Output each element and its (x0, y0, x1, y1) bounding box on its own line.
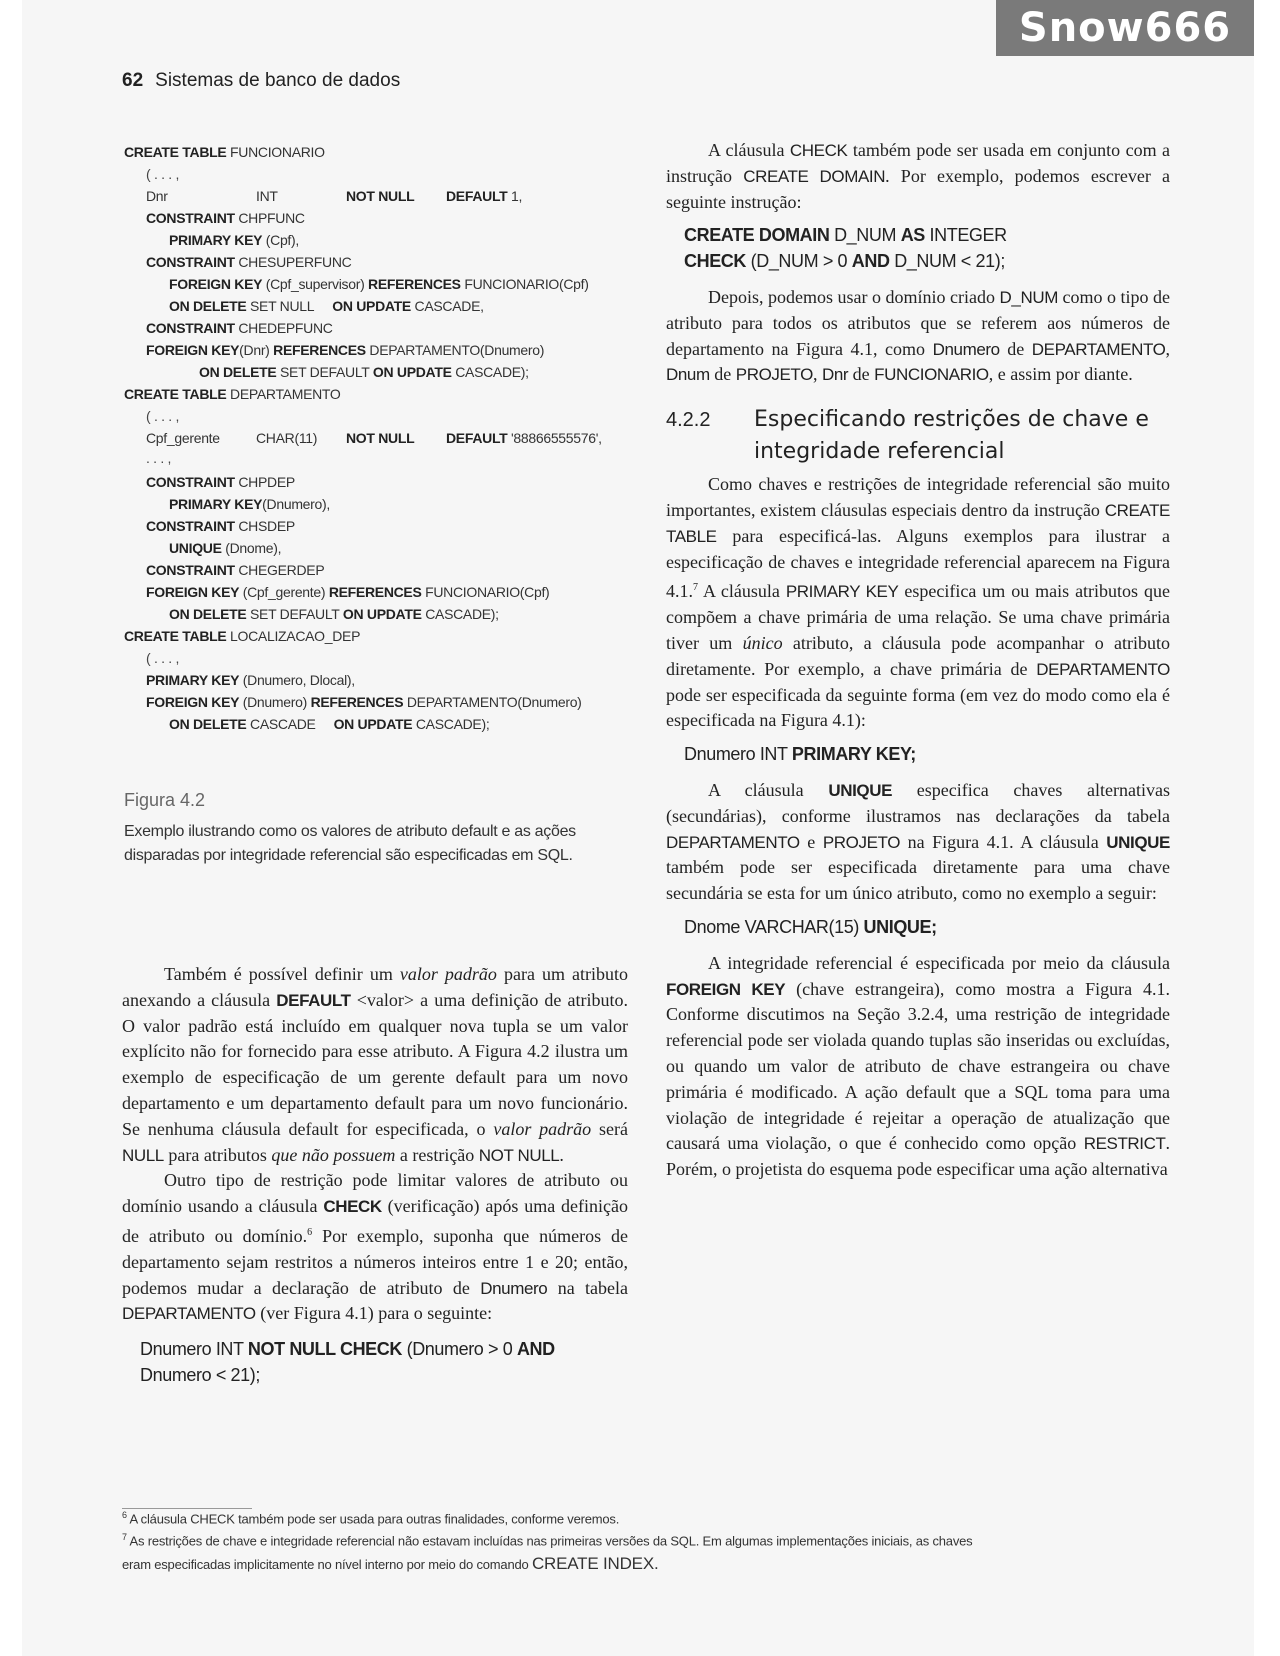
code-line: FOREIGN KEY (Cpf_gerente) REFERENCES FUNCIONARIO(Cpf) (146, 584, 550, 600)
paragraph: Outro tipo de restrição pode limitar valores de atributo ou domínio usando a cláusula CHECK (verificação) após uma definição de atributo ou domínio.$^6$ Por exemplo, suponha que números de departamento sejam restritos a números inteiros entre 1 e 20; então, podemos mudar a declaração de atributo de Dnumero na tabela DEPARTAMENTO (ver Figura 4.1) para o seguinte: (122, 1170, 629, 1324)
code-line: CONSTRAINT CHPFUNC (146, 210, 305, 226)
code-example: Dnumero INT PRIMARY KEY; (684, 744, 916, 765)
code-line: ON DELETE SET NULL ON UPDATE CASCADE, (169, 298, 484, 314)
footnote-6: $^6$ A cláusula CHECK também pode ser usada para outras finalidades, conforme veremos. (122, 1510, 620, 1527)
paragraph: Como chaves e restrições de integridade referencial são muito importantes, existem cláusulas especiais dentro da instrução CREATE TABLE para especificá-las. Alguns exemplos para ilustrar a especificação de chaves e integridade referencial aparecem na Figura 4.1.$^7$ A cláusula PRIMARY KEY especifica um ou mais atributos que compõem a chave primária de uma relação. Se uma chave primária tiver um único atributo, a cláusula pode acompanhar o atributo diretamente. Por exemplo, a chave primária de DEPARTAMENTO pode ser especificada da seguinte forma (em vez do modo como ela é especificada na Figura 4.1): (666, 474, 1171, 731)
code-line: ON DELETE CASCADE ON UPDATE CASCADE); (169, 716, 490, 732)
code-example: Dnome VARCHAR(15) UNIQUE; (684, 916, 937, 937)
code-example: Dnumero < 21); (140, 1364, 260, 1385)
section-title: Especificando restrições de chave e integridade referencial (754, 407, 1149, 465)
code-line: CREATE TABLE DEPARTAMENTO (124, 386, 341, 402)
code-line: ( . . . , (146, 408, 180, 424)
code-line: Dnr INT NOT NULL DEFAULT 1, (146, 188, 523, 204)
code-line: CREATE TABLE FUNCIONARIO (124, 144, 325, 160)
code-line: FOREIGN KEY (Cpf_supervisor) REFERENCES FUNCIONARIO(Cpf) (169, 276, 589, 292)
running-header (122, 70, 400, 92)
code-line: FOREIGN KEY(Dnr) REFERENCES DEPARTAMENTO(Dnumero) (146, 342, 545, 358)
code-line: . . . , (146, 450, 172, 466)
paragraph: A cláusula CHECK também pode ser usada em conjunto com a instrução CREATE DOMAIN. Por exemplo, podemos escrever a seguinte instrução: (666, 140, 1171, 212)
code-line: ( . . . , (146, 650, 180, 666)
code-line: ( . . . , (146, 166, 180, 182)
book-title: Sistemas de banco de dados (155, 70, 401, 91)
code-line: CONSTRAINT CHSDEP (146, 518, 295, 534)
left-column (122, 962, 628, 1389)
watermark-logo: Snow666 (996, 0, 1254, 56)
code-line: PRIMARY KEY (Dnumero, Dlocal), (146, 672, 355, 688)
paragraph: Depois, podemos usar o domínio criado D_NUM como o tipo de atributo para todos os atributos que se referem aos números de departamento na Figura 4.1, como Dnumero de DEPARTAMENTO, Dnum de PROJETO, Dnr de FUNCIONARIO, e assim por diante. (666, 286, 1171, 385)
page-number: 62 (122, 70, 144, 91)
section-number: 4.2.2 (666, 409, 711, 432)
code-line: PRIMARY KEY(Dnumero), (169, 496, 330, 512)
code-line: UNIQUE (Dnome), (169, 540, 282, 556)
code-example: Dnumero INT NOT NULL CHECK (Dnumero > 0 AND (140, 1339, 555, 1360)
code-line: FOREIGN KEY (Dnumero) REFERENCES DEPARTAMENTO(Dnumero) (146, 694, 582, 710)
code-line: CONSTRAINT CHEGERDEP (146, 562, 325, 578)
code-line: CONSTRAINT CHESUPERFUNC (146, 254, 352, 270)
paragraph: Também é possível definir um valor padrão para um atributo anexando a cláusula DEFAULT <valor> a uma definição de atributo. O valor padrão está incluído em qualquer nova tupla se um valor explícito não for fornecido para esse atributo. A Figura 4.2 ilustra um exemplo de especificação de um gerente default para um novo departamento e um departamento default para um novo funcionário. Se nenhuma cláusula default for especificada, o valor padrão será NULL para atributos que não possuem a restrição NOT NULL. (122, 964, 629, 1165)
code-line: CREATE TABLE LOCALIZACAO_DEP (124, 628, 361, 644)
code-line: CONSTRAINT CHEDEPFUNC (146, 320, 333, 336)
paragraph: A integridade referencial é especificada por meio da cláusula FOREIGN KEY (chave estrangeira), como mostra a Figura 4.1. Conforme discutimos na Seção 3.2.4, uma restrição de integridade referencial pode ser violada quando tuplas são inseridas ou excluídas, ou quando um valor de atributo de chave estrangeira ou chave primária é modificado. A ação default que a SQL toma para uma violação de integridade é rejeitar a operação de atualização que causará uma violação, o que é conhecido como opção RESTRICT. Porém, o projetista do esquema pode especificar uma ação alternativa (666, 952, 1171, 1180)
code-line: ON DELETE SET DEFAULT ON UPDATE CASCADE); (169, 606, 499, 622)
figure-caption: Exemplo ilustrando como os valores de atributo default e as ações disparadas por integridade referencial são especificadas em SQL. (124, 823, 576, 864)
figure-label: Figura 4.2 (124, 790, 206, 810)
section-heading (666, 404, 1170, 468)
paragraph: A cláusula UNIQUE especifica chaves alternativas (secundárias), conforme ilustramos nas declarações da tabela DEPARTAMENTO e PROJETO na Figura 4.1. A cláusula UNIQUE também pode ser especificada diretamente para uma chave secundária se esta for um único atributo, como no exemplo a seguir: (666, 779, 1171, 904)
code-example: CHECK (D_NUM > 0 AND D_NUM < 21); (684, 251, 1005, 272)
code-example: CREATE DOMAIN D_NUM AS INTEGER (684, 225, 1007, 246)
code-line: Cpf_gerente CHAR(11) NOT NULL DEFAULT '88866555576', (146, 430, 602, 446)
footnote-7: $^7$ As restrições de chave e integridade referencial não estavam incluídas nas primeiras versões da SQL. Em algumas implementações iniciais, as chaves (122, 1532, 973, 1549)
right-column (666, 138, 1170, 1183)
code-line: ON DELETE SET DEFAULT ON UPDATE CASCADE); (199, 364, 529, 380)
code-line: PRIMARY KEY (Cpf), (169, 232, 299, 248)
page (22, 0, 1254, 1656)
footnote-7-cont: eram especificadas implicitamente no nível interno por meio do comando CREATE INDEX. (122, 1554, 659, 1573)
footnote-rule (122, 1508, 252, 1509)
code-line: CONSTRAINT CHPDEP (146, 474, 295, 490)
